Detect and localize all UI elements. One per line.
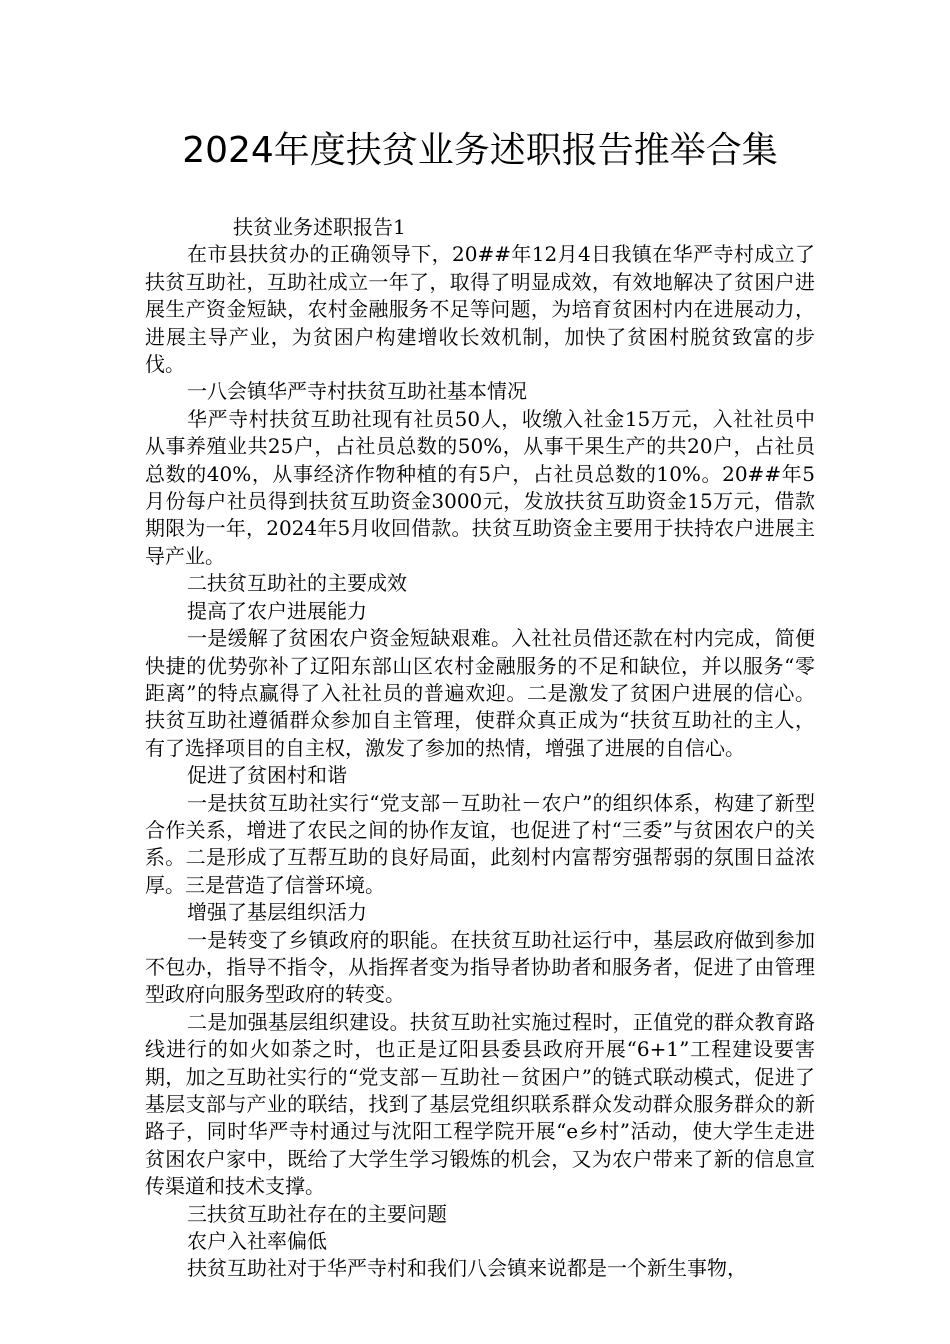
document-title: 2024年度扶贫业务述职报告推举合集 — [182, 130, 778, 171]
subsection-heading: 农户入社率偏低 — [187, 1229, 327, 1254]
paragraph: 扶贫互助社对于华严寺村和我们八会镇来说都是一个新生事物， — [187, 1256, 747, 1281]
paragraph: 华严寺村扶贫互助社现有社员50人，收缴入社金15万元，入社社员中从事养殖业共25户，占社员总数的50%，从事干果生产的共20户，占社员总数的40%，从事经济作物种植的有5户，占社员总数的10%。20##年5月份每户社员得到扶贫互助资金3000元，发放扶贫互助资金15万元，借款期限为一年，2024年5月收回借款。扶贫互助资金主要用于扶持农户进展主导产业。 — [145, 406, 815, 568]
paragraph: 一是缓解了贫困农户资金短缺艰难。入社社员借还款在村内完成，简便快捷的优势弥补了辽阳东部山区农村金融服务的不足和缺位，并以服务“零距离”的特点赢得了入社社员的普遍欢迎。二是激发了贫困户进展的信心。扶贫互助社遵循群众参加自主管理，使群众真正成为“扶贫互助社的主人，有了选择项目的自主权，激发了参加的热情，增强了进展的自信心。 — [145, 626, 815, 760]
paragraph: 一是转变了乡镇政府的职能。在扶贫互助社运行中，基层政府做到参加不包办，指导不指令，从指挥者变为指导者协助者和服务者，促进了由管理型政府向服务型政府的转变。 — [145, 927, 815, 1007]
document-page — [145, 122, 815, 1283]
document-body — [145, 214, 815, 1283]
paragraph: 在市县扶贫办的正确领导下，20##年12月4日我镇在华严寺村成立了扶贫互助社，互助社成立一年了，取得了明显成效，有效地解决了贫困户进展生产资金短缺，农村金融服务不足等问题，为培育贫困村内在进展动力，进展主导产业，为贫困户构建增收长效机制，加快了贫困村脱贫致富的步伐。 — [145, 242, 815, 377]
subsection-heading: 提高了农户进展能力 — [187, 598, 367, 623]
section-heading: 二扶贫互助社的主要成效 — [187, 571, 407, 596]
section-heading: 三扶贫互助社存在的主要问题 — [187, 1201, 447, 1226]
paragraph: 一是扶贫互助社实行“党支部－互助社－农户”的组织体系，构建了新型合作关系，增进了农民之间的协作友谊，也促进了村“三委”与贫困农户的关系。二是形成了互帮互助的良好局面，此刻村内富帮穷强帮弱的氛围日益浓厚。三是营造了信誉环境。 — [145, 790, 815, 897]
subsection-heading: 促进了贫困村和谐 — [187, 763, 347, 788]
paragraph: 二是加强基层组织建设。扶贫互助社实施过程时，正值党的群众教育路线进行的如火如荼之时，也正是辽阳县委县政府开展“6+1”工程建设要害期，加之互助社实行的“党支部－互助社－贫困户”的链式联动模式，促进了基层支部与产业的联结，找到了基层党组织联系群众发动群众服务群众的新路子，同时华严寺村通过与沈阳工程学院开展“e乡村”活动，使大学生走进贫困农户家中，既给了大学生学习锻炼的机会，又为农户带来了新的信息宣传渠道和技术支撑。 — [145, 1009, 815, 1199]
subsection-heading: 增强了基层组织活力 — [187, 900, 367, 925]
section-heading: 一八会镇华严寺村扶贫互助社基本情况 — [187, 379, 527, 404]
section-heading: 扶贫业务述职报告1 — [233, 215, 406, 239]
